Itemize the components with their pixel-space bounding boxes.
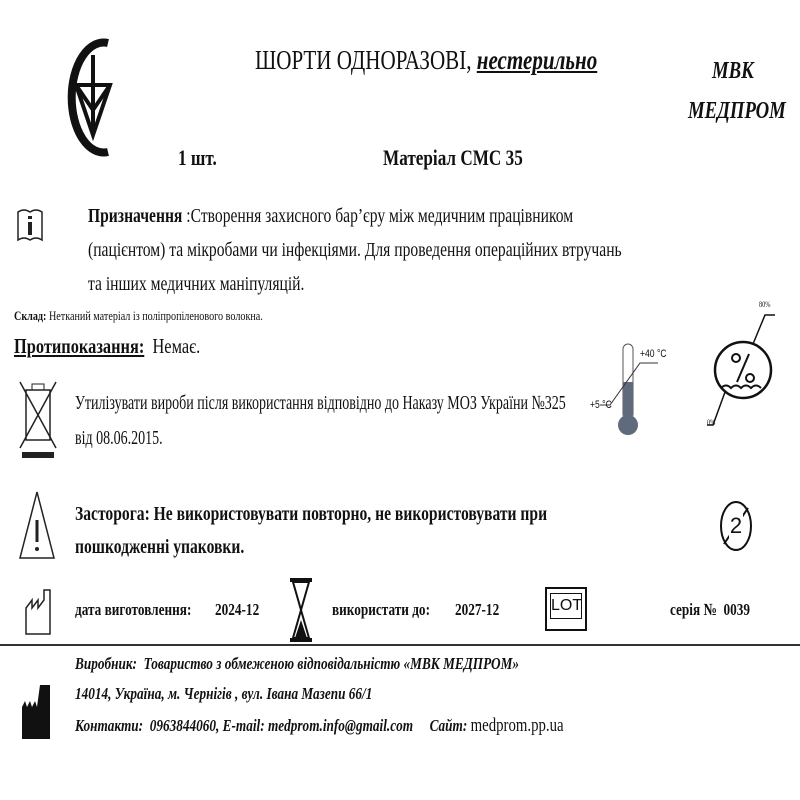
website-link: medprom.pp.ua (470, 715, 564, 736)
quantity: 1 шт. (178, 145, 217, 170)
temp-min: +5 °C (590, 399, 612, 411)
brand-line1: МВК (712, 58, 754, 84)
manufacture-date-icon (24, 588, 52, 636)
lot-symbol: LOT (550, 593, 582, 619)
lot-symbol-box (545, 587, 587, 631)
humidity-min: 0% (707, 418, 716, 427)
use-by-label: використати до: (332, 600, 430, 619)
manufacturer-name: Виробник: Товариство з обмеженою відповідальністю «МВК МЕДПРОМ» (75, 654, 520, 673)
product-title: ШОРТИ ОДНОРАЗОВІ, нестерильно (255, 45, 598, 75)
temp-max: +40 °C (640, 348, 667, 360)
warning-line1: Засторога: Не використовувати повторно, не використовувати при (75, 503, 548, 525)
humidity-max: 80% (759, 300, 771, 309)
material: Матеріал СМС 35 (383, 145, 523, 170)
divider (0, 644, 800, 646)
purpose-line1: Призначення :Створення захисного бар’єру між медичним працівником (88, 205, 574, 227)
do-not-reuse-symbol: 2 (729, 513, 743, 538)
weee-disposal-icon (18, 378, 58, 460)
purpose-line3: та інших медичних маніпуляцій. (88, 273, 305, 295)
purpose-line2: (пацієнтом) та мікробами чи інфекціями. Для проведення операційних втручань (88, 239, 622, 261)
use-by-date: 2027-12 (455, 600, 500, 619)
composition: Склад: Нетканий матеріал із поліпропіленового волокна. (14, 308, 263, 323)
caution-triangle-icon (18, 490, 56, 560)
manufactured-date: 2024-12 (215, 600, 260, 619)
brand-line2: МЕДПРОМ (688, 98, 786, 124)
humidity-limit-icon (705, 300, 780, 435)
ukrsepro-mark-icon (58, 35, 128, 160)
manufacturer-icon (22, 685, 50, 739)
use-by-hourglass-icon (290, 578, 312, 642)
disposal-line2: від 08.06.2015. (75, 427, 163, 449)
instructions-info-icon (16, 208, 44, 244)
warning-line2: пошкодженні упаковки. (75, 536, 245, 558)
manufacturer-contacts: Контакти: 0963844060, E-mail: medprom.info@gmail.com Сайт: medprom.pp.ua (75, 715, 564, 736)
manufacturer-address: 14014, Україна, м. Чернігів , вул. Івана Мазепи 66/1 (75, 684, 373, 703)
disposal-line1: Утилізувати вироби після використання відповідно до Наказу МОЗ України №325 (75, 392, 566, 414)
manufactured-label: дата виготовлення: (75, 600, 192, 619)
contraindications: Протипоказання: Немає. (14, 334, 201, 358)
series: серія № 0039 (670, 600, 750, 619)
